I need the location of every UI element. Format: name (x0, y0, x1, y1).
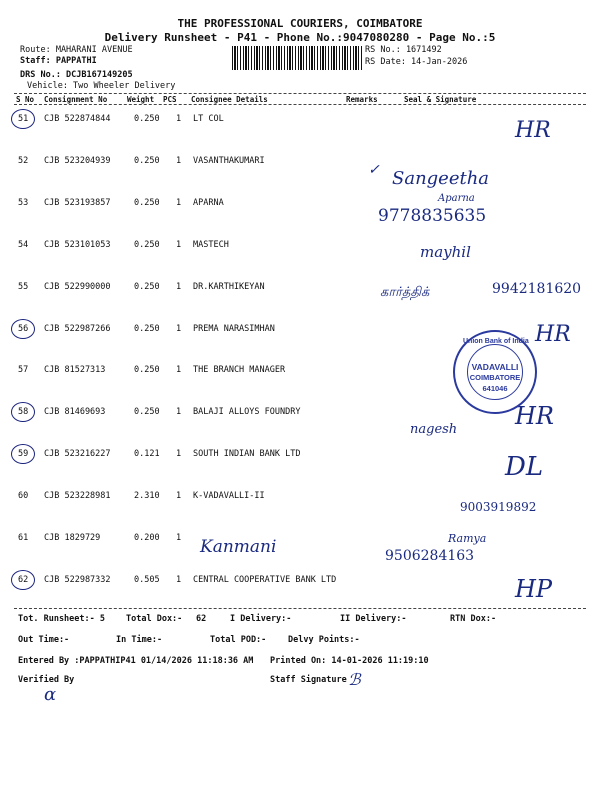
signature-53-name: Aparna (438, 193, 475, 204)
row-consignee: SOUTH INDIAN BANK LTD (193, 449, 301, 459)
row-sno: 56 (18, 324, 29, 334)
row-pcs: 1 (176, 407, 182, 417)
row-weight: 0.121 (134, 449, 160, 459)
row-sno: 57 (18, 365, 29, 375)
signature-62: HP (515, 575, 553, 603)
row-weight: 0.250 (134, 156, 160, 166)
row-pcs: 1 (176, 365, 182, 375)
col-sno: S No (16, 95, 35, 104)
row-pcs: 1 (176, 533, 182, 543)
row-sno: 62 (18, 575, 29, 585)
row-weight: 0.250 (134, 365, 160, 375)
printed-on: Printed On: 14-01-2026 11:19:10 (270, 656, 429, 666)
circle-mark-icon (11, 444, 35, 464)
vehicle-label: Vehicle: Two Wheeler Delivery (27, 81, 176, 91)
seal-pin: 641046 (482, 384, 508, 393)
row-consignment-no: CJB 523216227 (44, 449, 111, 459)
row-consignee: BALAJI ALLOYS FOUNDRY (193, 407, 301, 417)
row-weight: 0.250 (134, 407, 160, 417)
signature-60-phone: 9003919892 (460, 500, 537, 514)
staff-signature: Staff Signature (270, 675, 347, 685)
check-mark-icon: ✓ (368, 162, 380, 178)
row-sno: 61 (18, 533, 29, 543)
row-sno: 52 (18, 156, 29, 166)
row-weight: 0.250 (134, 240, 160, 250)
row-pcs: 1 (176, 324, 182, 334)
barcode (232, 46, 362, 70)
row-weight: 0.250 (134, 324, 160, 334)
row-pcs: 1 (176, 114, 182, 124)
row-consignment-no: CJB 523228981 (44, 491, 111, 501)
row-weight: 0.250 (134, 198, 160, 208)
seal-bank-name: Union Bank of India (463, 338, 529, 345)
col-consignment: Consignment No (44, 95, 108, 104)
signature-58-name: nagesh (410, 422, 458, 437)
i-delivery: I Delivery:- (230, 614, 292, 624)
seal-branch: VADAVALLI (471, 362, 519, 372)
row-consignment-no: CJB 522990000 (44, 282, 111, 292)
col-seal: Seal & Signature (404, 95, 477, 104)
total-dox-label: Total Dox:- (126, 614, 183, 624)
row-sno: 53 (18, 198, 29, 208)
total-pod: Total POD:- (210, 635, 267, 645)
row-consignee: LT COL (193, 114, 224, 124)
row-consignee: VASANTHAKUMARI (193, 156, 265, 166)
signature-53-phone: 9778835635 (378, 206, 487, 226)
signature-61-name: Kanmani (200, 537, 277, 557)
entered-by: Entered By :PAPPATHIP41 01/14/2026 11:18:36 AM (18, 656, 254, 666)
circle-mark-icon (11, 319, 35, 339)
route-label: Route: MAHARANI AVENUE (20, 45, 133, 55)
col-pcs: PCS (163, 95, 177, 104)
row-sno: 60 (18, 491, 29, 501)
signature-55-phone: 9942181620 (492, 281, 582, 297)
staff-signature-mark-icon: ℬ (348, 670, 361, 689)
ii-delivery: II Delivery:- (340, 614, 407, 624)
drs-number: DRS No.: DCJB167149205 (20, 70, 133, 80)
divider (14, 93, 586, 94)
row-pcs: 1 (176, 282, 182, 292)
delvy-points: Delvy Points:- (288, 635, 360, 645)
row-sno: 58 (18, 407, 29, 417)
row-weight: 0.250 (134, 282, 160, 292)
rtn-dox: RTN Dox:- (450, 614, 497, 624)
row-weight: 0.505 (134, 575, 160, 585)
divider (14, 104, 586, 105)
bank-seal (453, 330, 537, 414)
row-consignment-no: CJB 523193857 (44, 198, 111, 208)
row-pcs: 1 (176, 240, 182, 250)
signature-61-phone: 9506284163 (385, 548, 475, 564)
row-consignee: CENTRAL COOPERATIVE BANK LTD (193, 575, 337, 585)
row-consignee: PREMA NARASIMHAN (193, 324, 275, 334)
total-dox-value: 62 (196, 614, 207, 624)
signature-61-sign: Ramya (448, 532, 487, 545)
row-consignee: K-VADAVALLI-II (193, 491, 265, 501)
row-consignment-no: CJB 522874844 (44, 114, 111, 124)
row-weight: 0.250 (134, 114, 160, 124)
rs-date: RS Date: 14-Jan-2026 (365, 57, 468, 67)
signature-55-name: கார்த்திக் (380, 285, 430, 300)
row-sno: 54 (18, 240, 29, 250)
verified-by: Verified By (18, 675, 75, 685)
row-consignment-no: CJB 81469693 (44, 407, 106, 417)
signature-58: HR (515, 402, 554, 430)
runsheet-title: THE PROFESSIONAL COURIERS, COIMBATORE (177, 17, 423, 30)
row-consignment-no: CJB 522987332 (44, 575, 111, 585)
row-consignment-no: CJB 523204939 (44, 156, 111, 166)
circle-mark-icon (11, 109, 35, 129)
in-time: In Time:- (116, 635, 163, 645)
row-consignee: MASTECH (193, 240, 229, 250)
signature-56: HR (535, 322, 571, 347)
row-sno: 55 (18, 282, 29, 292)
row-sno: 59 (18, 449, 29, 459)
row-pcs: 1 (176, 449, 182, 459)
out-time: Out Time:- (18, 635, 70, 645)
tot-runsheet: Tot. Runsheet:- 5 (18, 614, 105, 624)
row-consignee: THE BRANCH MANAGER (193, 365, 286, 375)
row-sno: 51 (18, 114, 29, 124)
verifier-signature-icon: ɑ (44, 684, 57, 705)
row-consignment-no: CJB 522987266 (44, 324, 111, 334)
circle-mark-icon (11, 402, 35, 422)
row-consignment-no: CJB 1829729 (44, 533, 101, 543)
row-pcs: 1 (176, 198, 182, 208)
row-pcs: 1 (176, 491, 182, 501)
row-weight: 0.200 (134, 533, 160, 543)
signature-54: mayhil (420, 243, 471, 261)
signature-51: HR (515, 118, 551, 143)
row-weight: 2.310 (134, 491, 160, 501)
signature-52: Sangeetha (392, 168, 490, 189)
col-remarks: Remarks (346, 95, 378, 104)
divider (14, 608, 586, 609)
col-consignee: Consignee Details (191, 95, 268, 104)
seal-city: COIMBATORE (469, 373, 521, 382)
row-consignee: APARNA (193, 198, 224, 208)
row-pcs: 1 (176, 156, 182, 166)
runsheet-subtitle: Delivery Runsheet - P41 - Phone No.:9047080280 - Page No.:5 (104, 31, 496, 44)
row-consignee: DR.KARTHIKEYAN (193, 282, 265, 292)
circle-mark-icon (11, 570, 35, 590)
row-pcs: 1 (176, 575, 182, 585)
row-consignment-no: CJB 523101053 (44, 240, 111, 250)
rs-number: RS No.: 1671492 (365, 45, 442, 55)
col-weight: Weight (127, 95, 155, 104)
signature-59: DL (505, 452, 544, 482)
staff-label: Staff: PAPPATHI (20, 56, 97, 66)
row-consignment-no: CJB 81527313 (44, 365, 106, 375)
